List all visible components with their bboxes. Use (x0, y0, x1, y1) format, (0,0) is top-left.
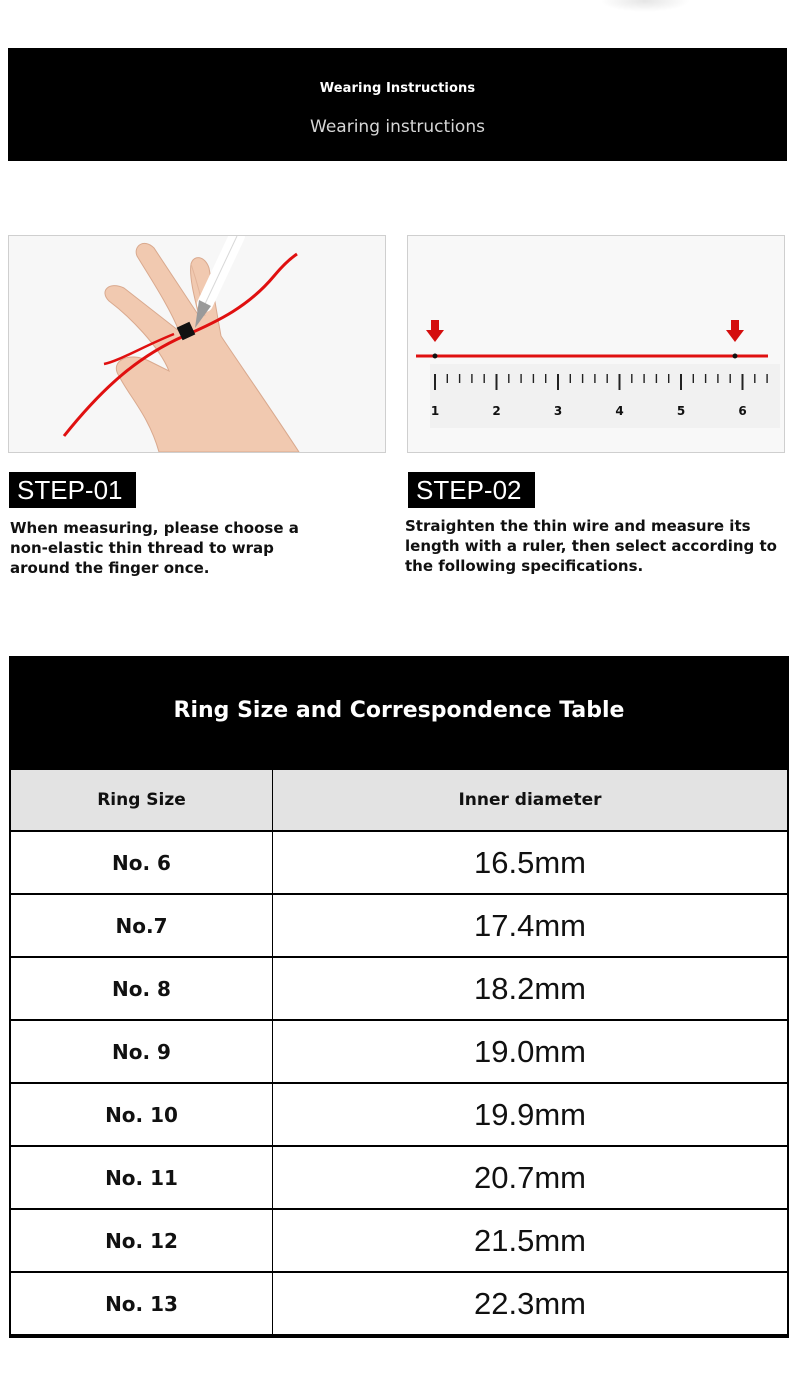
step-02-badge: STEP-02 (408, 472, 535, 508)
description-line: length with a ruler, then select according to (405, 537, 777, 555)
step-01-description (10, 518, 390, 578)
description-line: the following specifications. (405, 557, 644, 575)
column-header-inner-diameter: Inner diameter (273, 770, 787, 830)
ruler-number: 3 (553, 404, 563, 418)
ruler-number: 1 (430, 404, 440, 418)
ring-size-cell (11, 1273, 272, 1334)
ring-size-value: No. 10 (105, 1102, 178, 1127)
ring-size-cell (11, 1210, 272, 1271)
ruler-number: 6 (738, 404, 747, 418)
ring-size-value: No. 6 (112, 850, 171, 875)
ring-size-cell (11, 958, 272, 1019)
header-banner (8, 48, 787, 161)
inner-diameter-cell: 16.5mm (273, 832, 787, 893)
ring-size-value: No. 12 (105, 1228, 178, 1253)
decorative-shadow (600, 0, 690, 12)
step-02-description (405, 516, 795, 576)
ring-size-value: No. 9 (112, 1039, 171, 1064)
ring-size-cell (11, 1147, 272, 1208)
header-title: Wearing Instructions (319, 81, 476, 96)
ring-size-value: No. 8 (112, 976, 171, 1001)
inner-diameter-cell: 18.2mm (273, 958, 787, 1019)
inner-diameter-cell: 19.9mm (273, 1084, 787, 1145)
ring-size-cell (11, 895, 272, 956)
table-grid (11, 770, 787, 1334)
ruler-number: 4 (615, 404, 624, 418)
inner-diameter-cell: 21.5mm (273, 1210, 787, 1271)
step2-ruler-image (407, 235, 785, 453)
ring-size-value: No. 13 (105, 1291, 178, 1316)
column-header-ring-size: Ring Size (11, 770, 272, 830)
description-line: When measuring, please choose a (10, 519, 299, 537)
step-01-badge: STEP-01 (9, 472, 136, 508)
step1-hand-image (8, 235, 386, 453)
ruler-number: 5 (676, 404, 686, 418)
inner-diameter-cell: 20.7mm (273, 1147, 787, 1208)
table-title: Ring Size and Correspondence Table (173, 698, 625, 723)
inner-diameter-cell: 22.3mm (273, 1273, 787, 1334)
header-subtitle: Wearing instructions (310, 117, 485, 137)
ring-size-cell (11, 832, 272, 893)
ruler-number: 2 (492, 404, 501, 418)
ring-size-cell (11, 1021, 272, 1082)
inner-diameter-cell: 19.0mm (273, 1021, 787, 1082)
description-line: Straighten the thin wire and measure its (405, 517, 751, 535)
description-line: around the finger once. (10, 559, 210, 577)
ring-size-cell (11, 1084, 272, 1145)
ring-size-value: No. 11 (105, 1165, 178, 1190)
ring-size-table (9, 656, 789, 1338)
ring-size-value: No.7 (115, 913, 168, 938)
description-line: non-elastic thin thread to wrap (10, 539, 274, 557)
inner-diameter-cell: 17.4mm (273, 895, 787, 956)
